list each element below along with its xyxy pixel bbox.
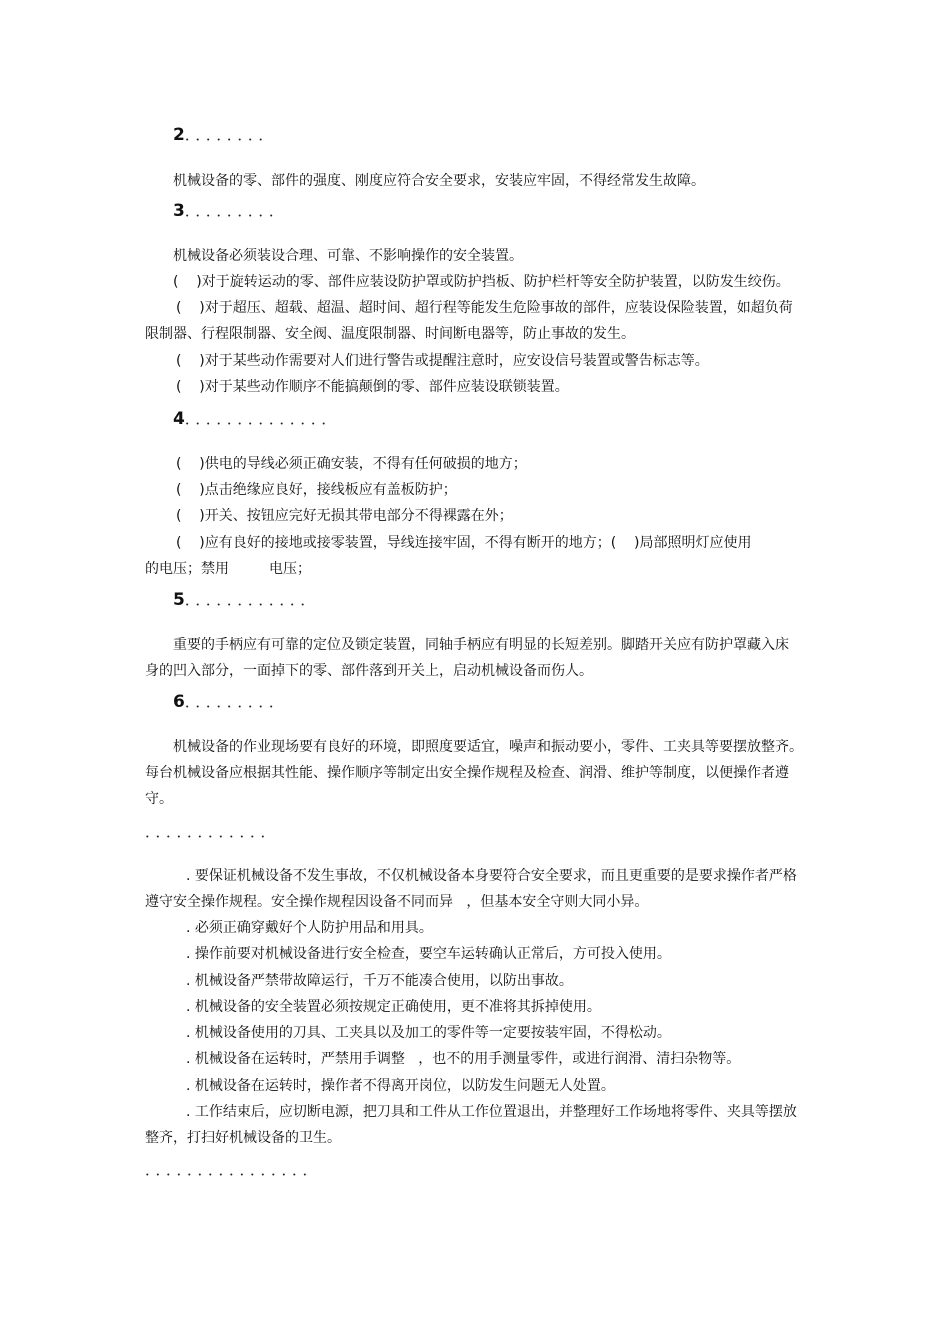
section-7-line: 遵守安全操作规程。安全操作规程因设备不同而异 ，但基本安全守则大同小异。 — [145, 894, 649, 910]
section-3-intro: 机械设备必须装设合理、可靠、不影响操作的安全装置。 — [173, 248, 523, 264]
section-6-line: 每台机械设备应根据其性能、操作顺序等制定出安全操作规程及检查、润滑、维护等制度，以便操作者遵 — [145, 765, 789, 781]
section-5-title: ．．．．．．．．．．．． — [184, 591, 319, 609]
section-3-title: ．．．．．．．．． — [184, 202, 287, 220]
section-6-line: 守。 — [145, 791, 173, 807]
section-6-title: ．．．．．．．．． — [184, 693, 287, 711]
section-2-body: 机械设备的零、部件的强度、刚度应符合安全要求，安装应牢固，不得经常发生故障。 — [173, 173, 705, 189]
section-7-line: 整齐，打扫好机械设备的卫生。 — [145, 1130, 341, 1146]
section-3-item: ( )对于某些动作需要对人们进行警告或提醒注意时，应安设信号装置或警告标志等。 — [176, 353, 709, 369]
section-7-heading: ．．．．．．．．．．．． — [145, 823, 279, 841]
section-7-line: . 机械设备使用的刀具、工夹具以及加工的零件等一定要按装牢固，不得松动。 — [186, 1025, 671, 1041]
section-7-line: . 要保证机械设备不发生事故，不仅机械设备本身要符合安全要求，而且更重要的是要求操作者严格 — [186, 868, 797, 884]
section-4-item: ( )点击绝缘应良好，接线板应有盖板防护； — [176, 482, 457, 498]
section-6-heading — [173, 692, 287, 712]
section-4-item: ( )开关、按钮应完好无损其带电部分不得裸露在外； — [176, 508, 513, 524]
section-5-line: 身的凹入部分，一面掉下的零、部件落到开关上，启动机械设备而伤人。 — [145, 663, 593, 679]
section-3-item-continuation: 限制器、行程限制器、安全阀、温度限制器、时间断电器等，防止事故的发生。 — [145, 326, 635, 342]
section-6-line: 机械设备的作业现场要有良好的环境，即照度要适宜，噪声和振动要小，零件、工夹具等要摆放整齐。 — [173, 739, 803, 755]
section-6-number: 6 — [173, 692, 185, 712]
section-5-number: 5 — [173, 590, 185, 610]
section-7-line: . 工作结束后，应切断电源，把刀具和工件从工作位置退出，并整理好工作场地将零件、夹具等摆放 — [186, 1104, 797, 1120]
section-4-number: 4 — [173, 409, 185, 429]
section-2-title: ．．．．．．．． — [184, 126, 277, 144]
section-4-title: ．．．．．．．．．．．．．． — [184, 410, 340, 428]
section-7-line: . 机械设备的安全装置必须按规定正确使用，更不准将其拆掉使用。 — [186, 999, 601, 1015]
section-2-number: 2 — [173, 125, 185, 145]
section-7-line: . 机械设备在运转时，操作者不得离开岗位，以防发生问题无人处置。 — [186, 1078, 615, 1094]
section-7-line: . 机械设备严禁带故障运行，千万不能凑合使用，以防出事故。 — [186, 973, 573, 989]
section-4-heading — [173, 409, 339, 429]
section-3-heading — [173, 201, 287, 221]
section-7-line: . 操作前要对机械设备进行安全检查，要空车运转确认正常后，方可投入使用。 — [186, 946, 671, 962]
section-7-line: . 必须正确穿戴好个人防护用品和用具。 — [186, 920, 433, 936]
section-2-heading — [173, 125, 276, 145]
section-3-item: ( )对于某些动作顺序不能搞颠倒的零、部件应装设联锁装置。 — [176, 379, 569, 395]
section-5-line: 重要的手柄应有可靠的定位及锁定装置，同轴手柄应有明显的长短差别。脚踏开关应有防护罩藏入床 — [173, 637, 789, 653]
section-4-item: ( )应有良好的接地或接零装置，导线连接牢固，不得有断开的地方；( )局部照明灯应使用 — [176, 535, 752, 551]
section-3-item: ( )对于旋转运动的零、部件应装设防护罩或防护挡板、防护栏杆等安全防护装置，以防发生绞伤。 — [173, 274, 790, 290]
section-3-number: 3 — [173, 201, 185, 221]
section-7-line: . 机械设备在运转时，严禁用手调整 ，也不的用手测量零件，或进行润滑、清扫杂物等。 — [186, 1051, 741, 1067]
section-8-heading: ．．．．．．．．．．．．．．．． — [145, 1161, 321, 1179]
section-3-item: ( )对于超压、超载、超温、超时间、超行程等能发生危险事故的部件，应装设保险装置，如超负荷 — [176, 300, 793, 316]
section-4-item: ( )供电的导线必须正确安装，不得有任何破损的地方； — [176, 456, 527, 472]
section-5-heading — [173, 590, 318, 610]
section-4-item-continuation: 的电压；禁用 电压； — [145, 561, 312, 577]
